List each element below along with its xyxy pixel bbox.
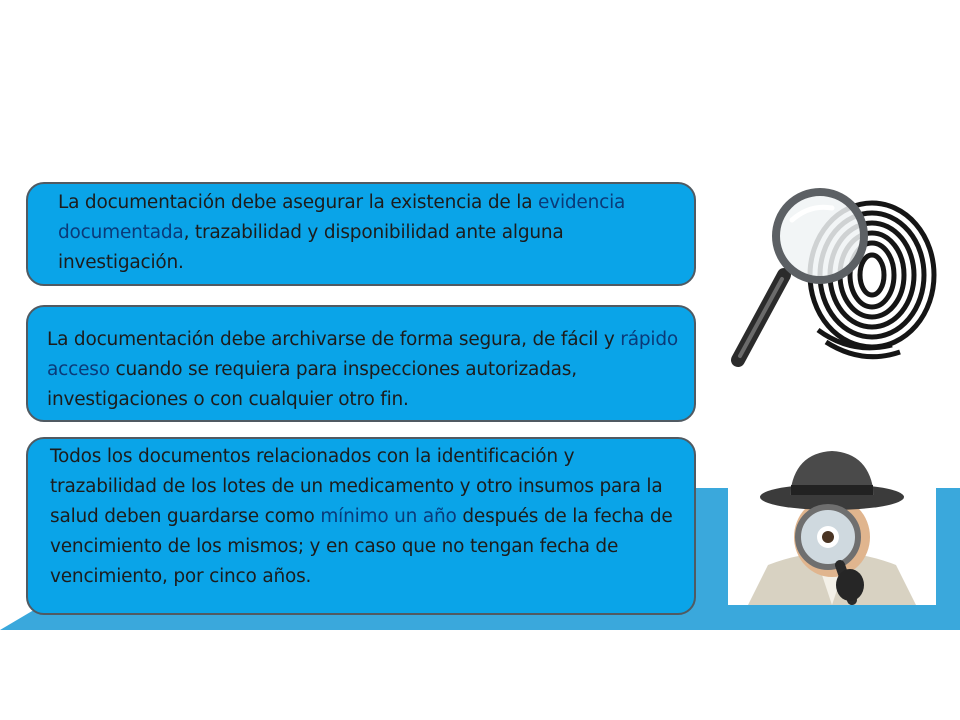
info-box-retention-text: Todos los documentos relacionados con la identificación y trazabilidad de los lotes de un medicamento y otro insumos para la salud deben guardarse como mínimo un año después de la fecha de vencimiento de los mismos; y en caso que no tengan fecha de vencimiento, por cinco años. [50, 446, 673, 587]
info-box-archive [26, 305, 696, 422]
info-box-evidence-text: La documentación debe asegurar la existencia de la evidencia documentada, trazabilidad y disponibilidad ante alguna investigación. [58, 192, 626, 273]
highlight-access: rápido acceso [47, 329, 678, 380]
detective-magnifier-icon [728, 445, 936, 605]
info-box-retention [26, 437, 696, 615]
highlight-min-year: mínimo un año [320, 506, 457, 527]
info-box-evidence [26, 182, 696, 286]
info-box-archive-text: La documentación debe archivarse de forma segura, de fácil y rápido acceso cuando se requiera para inspecciones autorizadas, investigaciones o con cualquier otro fin. [47, 329, 678, 410]
highlight-evidence: evidencia documentada [58, 192, 626, 243]
magnifier-fingerprint-icon [722, 180, 944, 390]
